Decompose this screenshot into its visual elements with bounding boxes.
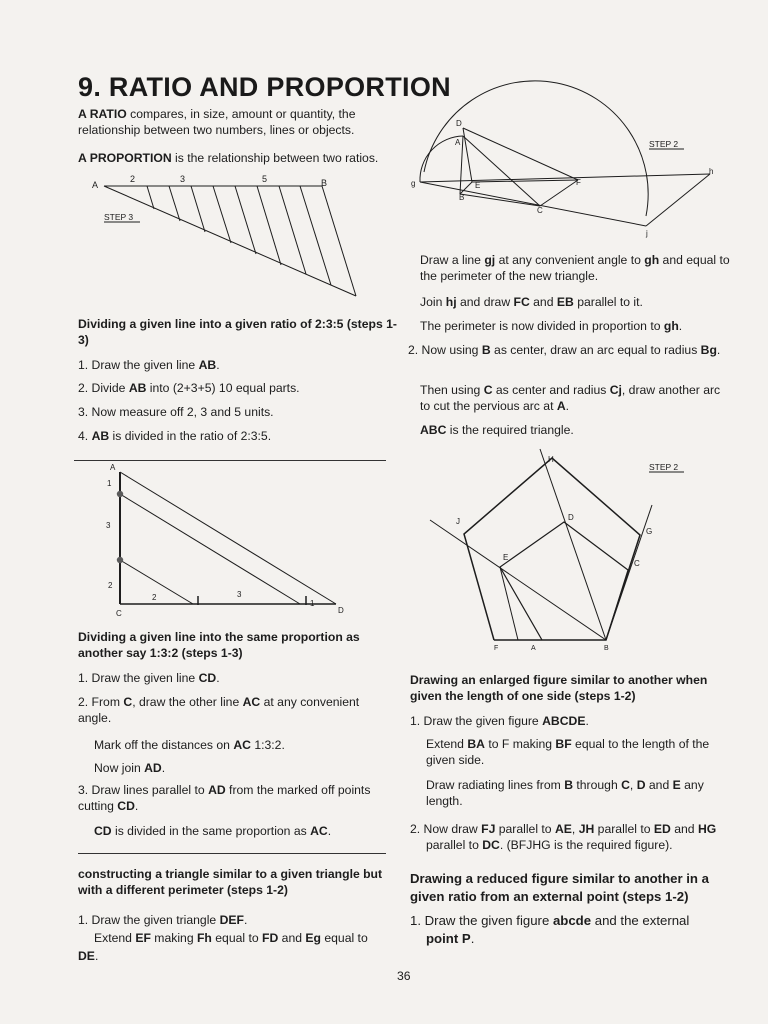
step-text: point P.: [426, 931, 475, 946]
step-text: 4. AB is divided in the ratio of 2:3:5.: [78, 429, 272, 443]
step-2-label: STEP 2: [649, 139, 679, 149]
step-text: 1. Draw the given figure abcde and the external: [410, 913, 690, 928]
proportion-text: is the relationship between two ratios.: [171, 151, 379, 165]
section-heading: Dividing a given line into the same proportion as another say 1:3:2 (steps 1-3): [78, 630, 360, 660]
enlarged-pentagon: [464, 458, 640, 640]
section-heading: Drawing a reduced figure similar to another in a given ratio from an external point (steps 1-2): [410, 871, 709, 904]
label-b: B: [604, 645, 609, 652]
section-heading: constructing a triangle similar to a given triangle but with a different perimeter (steps 1-2): [78, 867, 383, 897]
label-f: F: [576, 178, 581, 187]
step-text: The perimeter is now divided in proportion to gh.: [420, 319, 683, 333]
label-c: C: [537, 206, 543, 215]
step-text: Draw radiating lines from B through C, D and E any length.: [426, 778, 704, 808]
label-a: A: [531, 645, 536, 652]
step-text: CD is divided in the same proportion as AC.: [94, 824, 332, 838]
label-c: C: [116, 609, 122, 618]
step-text: 1. Draw the given line CD.: [78, 671, 220, 685]
step-3-label: STEP 3: [104, 212, 134, 222]
proportion-term: A PROPORTION: [78, 151, 172, 165]
label-j: J: [456, 517, 460, 526]
label-3: 3: [106, 521, 111, 530]
step-text: 1. Draw the given line AB.: [78, 358, 220, 372]
step-text: Draw a line gj at any convenient angle to gh and equal to the perimeter of the new triangle.: [420, 253, 730, 283]
ratio-term: A RATIO: [78, 107, 127, 121]
label-a: A: [110, 463, 116, 472]
step-text: ABC is the required triangle.: [420, 423, 574, 437]
step-text: Now join AD.: [94, 761, 166, 775]
step-text: 2. From C, draw the other line AC at any convenient angle.: [78, 695, 360, 725]
label-e: E: [503, 553, 509, 562]
radiating-line: [540, 449, 606, 640]
label-h: H: [548, 455, 554, 464]
label-f: F: [494, 645, 499, 652]
label-e: E: [475, 181, 481, 190]
label-2-horizontal: 2: [152, 593, 157, 602]
step-text: 3. Draw lines parallel to AD from the marked off points cutting CD.: [78, 783, 371, 813]
label-d: D: [456, 119, 462, 128]
label-3-horizontal: 3: [237, 590, 242, 599]
label-g: G: [646, 527, 653, 536]
label-2: 2: [108, 581, 113, 590]
label-a: A: [92, 180, 99, 190]
label-1-horizontal: 1: [310, 599, 315, 608]
ratio-text: compares, in size, amount or quantity, the relationship between two numbers, lines or objects.: [78, 107, 356, 137]
label-g: g: [411, 179, 416, 188]
step-text: 2. Now using B as center, draw an arc equal to radius Bg.: [408, 343, 721, 357]
label-a: A: [455, 138, 461, 147]
step-text: Extend BA to F making BF equal to the length of the given side.: [426, 737, 710, 767]
step-text: Extend EF making Fh equal to FD and Eg equal to: [94, 931, 368, 945]
step-text: 2. Divide AB into (2+3+5) 10 equal parts.: [78, 381, 300, 395]
label-5: 5: [262, 174, 268, 184]
label-d: D: [568, 513, 574, 522]
step-2-label: STEP 2: [649, 462, 679, 472]
step-text: Mark off the distances on AC 1:3:2.: [94, 738, 285, 752]
label-c: C: [634, 559, 640, 568]
step-text: parallel to DC. (BFJHG is the required figure).: [426, 838, 673, 852]
label-3: 3: [180, 174, 186, 184]
label-b: B: [459, 193, 465, 202]
label-2: 2: [130, 174, 136, 184]
step-text: Join hj and draw FC and EB parallel to it.: [420, 295, 643, 309]
label-d: D: [338, 606, 344, 615]
step-text: Then using C as center and radius Cj, draw another arc to cut the pervious arc at A.: [420, 383, 721, 413]
step-text: DE.: [78, 949, 99, 963]
step-text: 1. Draw the given figure ABCDE.: [410, 714, 589, 728]
step-text: 1. Draw the given triangle DEF.: [78, 913, 248, 927]
label-h: h: [709, 167, 714, 176]
radiating-line: [430, 520, 606, 640]
page-title: 9. RATIO AND PROPORTION: [78, 72, 451, 102]
step-text: 2. Now draw FJ parallel to AE, JH parallel to ED and HG: [410, 822, 717, 836]
section-heading: Dividing a given line into a given ratio of 2:3:5 (steps 1-3): [78, 317, 397, 347]
step-text: 3. Now measure off 2, 3 and 5 units.: [78, 405, 274, 419]
label-j: j: [646, 229, 648, 238]
label-b: B: [321, 178, 328, 188]
section-heading: Drawing an enlarged figure similar to another when given the length of one side (steps 1-2): [410, 673, 708, 703]
label-1: 1: [107, 479, 112, 488]
page-number: 36: [397, 969, 411, 983]
